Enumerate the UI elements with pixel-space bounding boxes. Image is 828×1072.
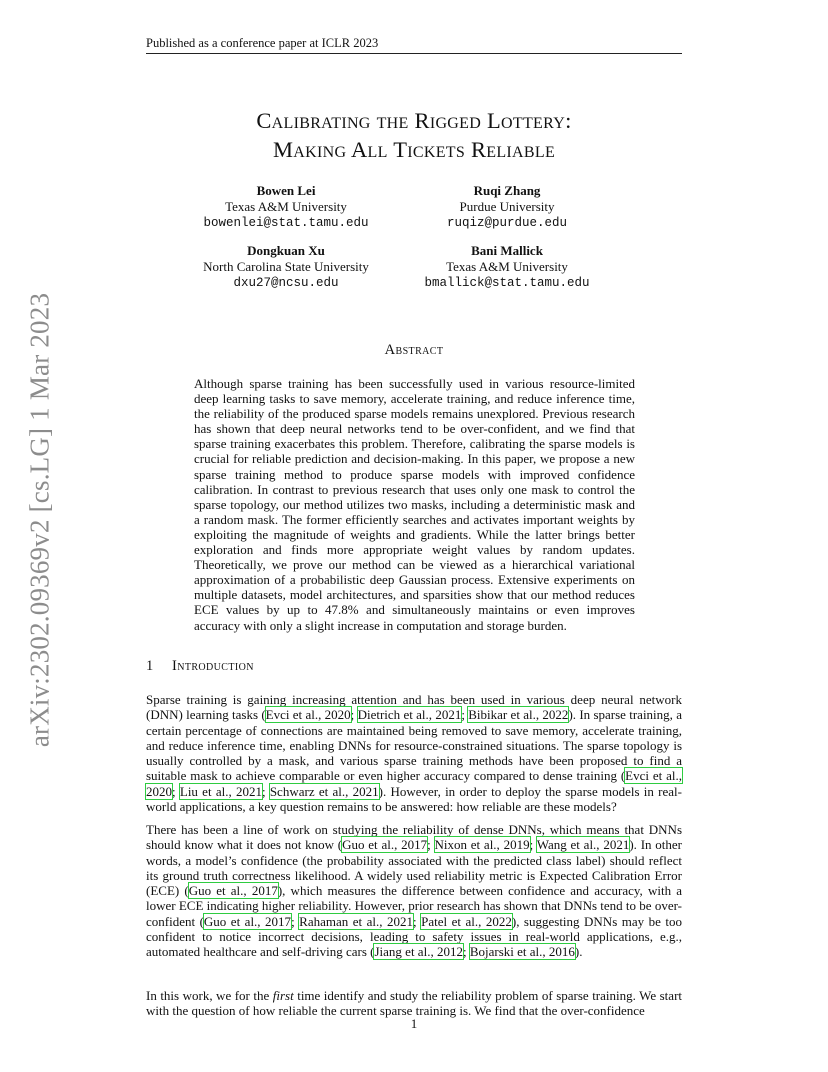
citation-link[interactable]: Jiang et al., 2012 <box>374 944 463 960</box>
citation-link[interactable]: Guo et al., 2017 <box>188 883 278 899</box>
paragraph-text: ; <box>462 944 470 960</box>
citation-link[interactable]: Nixon et al., 2019 <box>434 837 530 853</box>
paragraph-text: ). In sparse training, a certain percentage of connections are maintained being removed to save memory, accelerate training, and reduce inference time, enabling DNNs for resource-constrained situations. The sparse topology is usually controlled by a mask, and various sparse training methods have been proposed to find a suitable mask to achieve comparable or even higher accuracy compared to dense training ( <box>146 707 682 784</box>
paragraph-text: ), which measures the difference between confidence and accuracy, with a lower ECE indicating higher reliability. However, prior research has shown that DNNs tend to be over-confident ( <box>146 883 682 929</box>
paragraph-text: ; <box>461 707 469 723</box>
author-affiliation: North Carolina State University <box>203 259 369 274</box>
citation-link[interactable]: Guo et al., 2017 <box>203 913 292 929</box>
author-email[interactable]: bowenlei@stat.tamu.edu <box>203 216 369 230</box>
paragraph-text: ; <box>261 783 270 799</box>
author-name: Ruqi Zhang <box>473 183 541 198</box>
author-name: Dongkuan Xu <box>247 243 325 258</box>
running-header: Published as a conference paper at ICLR 2023 <box>146 36 682 54</box>
citation-link[interactable]: Evci et al., 2020 <box>265 707 351 723</box>
section-number: 1 <box>146 658 154 674</box>
title-line-2: Making All Tickets Reliable <box>272 137 556 162</box>
citation-link[interactable]: Wang et al., 2021 <box>536 837 630 853</box>
paragraph-text: ; <box>172 783 180 799</box>
page-number: 1 <box>410 1016 418 1031</box>
paper-title <box>146 106 682 164</box>
paragraph-text: ; <box>427 837 435 853</box>
citation-link[interactable]: Bojarski et al., 2016 <box>469 944 575 960</box>
author-name: Bowen Lei <box>256 183 316 198</box>
author-email[interactable]: dxu27@ncsu.edu <box>233 276 339 290</box>
citation-link[interactable]: Bibikar et al., 2022 <box>468 707 569 723</box>
title-line-1: Calibrating the Rigged Lottery: <box>256 108 572 133</box>
intro-paragraph-3 <box>146 988 682 1019</box>
abstract-heading: Abstract <box>384 342 444 358</box>
paragraph-text: In this work, we for the <box>146 988 273 1003</box>
paragraph-text: ). In other words, a model’s confidence (the probability associated with the predicted class label) should reflect its ground truth correctness likelihood. A widely used reliability metric is Expected Calibration Error (ECE) ( <box>146 837 683 899</box>
author-block <box>176 243 396 291</box>
section-heading <box>146 658 682 675</box>
citation-link[interactable]: Patel et al., 2022 <box>421 913 512 929</box>
citation-link[interactable]: Guo et al., 2017 <box>342 837 428 853</box>
author-affiliation: Texas A&M University <box>225 199 347 214</box>
paragraph-text: ; <box>413 913 422 929</box>
paragraph-text: ). <box>574 944 583 960</box>
citation-link[interactable]: Dietrich et al., 2021 <box>357 707 462 723</box>
paragraph-text: ; <box>350 707 358 723</box>
author-affiliation: Purdue University <box>459 199 555 214</box>
intro-paragraph-2 <box>146 822 682 960</box>
paragraph-text: time identify and study the reliability problem of sparse training. We start with the question of how reliable the current sparse training is. We find that the over-confidence <box>146 988 683 1019</box>
intro-paragraph-1 <box>146 692 682 814</box>
paragraph-text: ; <box>291 913 300 929</box>
emphasis-text: first <box>272 988 294 1003</box>
author-block <box>176 183 396 231</box>
citation-link[interactable]: Liu et al., 2021 <box>179 783 262 799</box>
citation-link[interactable]: Rahaman et al., 2021 <box>299 913 414 929</box>
author-email[interactable]: bmallick@stat.tamu.edu <box>424 276 590 290</box>
author-block <box>397 243 617 291</box>
author-block <box>397 183 617 231</box>
citation-link[interactable]: Schwarz et al., 2021 <box>269 783 379 799</box>
paragraph-text: ). However, in order to deploy the sparse models in real-world applications, a key question remains to be answered: how reliable are these models? <box>146 783 682 815</box>
arxiv-identifier: arXiv:2302.09369v2 [cs.LG] 1 Mar 2023 <box>24 292 55 748</box>
author-affiliation: Texas A&M University <box>446 259 568 274</box>
paragraph-text: Sparse training is gaining increasing attention and has been used in various deep neural network (DNN) learning tasks ( <box>146 692 682 723</box>
author-email[interactable]: ruqiz@purdue.edu <box>446 216 568 230</box>
citation-link[interactable]: Evci et al., 2020 <box>146 768 683 799</box>
abstract-text: Although sparse training has been successfully used in various resource-limited deep learning tasks to save memory, accelerate training, and reduce inference time, the reliability of the produced sparse models remains unexplored. Previous research has shown that deep neural networks tend to be over-confident, and we find that sparse training exacerbates this problem. Therefore, calibrating the sparse models is crucial for reliable prediction and decision-making. In this paper, we propose a new sparse training method to produce sparse models with improved confidence calibration. In contrast to previous research that uses only one mask to control the sparse topology, our method utilizes two masks, including a deterministic mask and a random mask. The former efficiently searches and activates important weights by exploiting the magnitude of weights and gradients. While the latter brings better exploration and finds more appropriate weight values by random updates. Theoretically, we prove our method can be viewed as a hierarchical variational approximation of a probabilistic deep Gaussian process. Extensive experiments on multiple datasets, model architectures, and sparsities show that our method reduces ECE values by up to 47.8% and simultaneously maintains or even improves accuracy with only a slight increase in computation and storage burden. <box>194 376 635 633</box>
paragraph-text: ), suggesting DNNs may be too confident to notice incorrect decisions, leading to safety issues in real-world applications, e.g., automated healthcare and self-driving cars ( <box>146 913 682 960</box>
paragraph-text: There has been a line of work on studying the reliability of dense DNNs, which means that DNNs should know what it does not know ( <box>146 822 682 853</box>
section-title: Introduction <box>172 658 254 674</box>
author-name: Bani Mallick <box>471 243 543 258</box>
paragraph-text: ; <box>529 837 537 853</box>
